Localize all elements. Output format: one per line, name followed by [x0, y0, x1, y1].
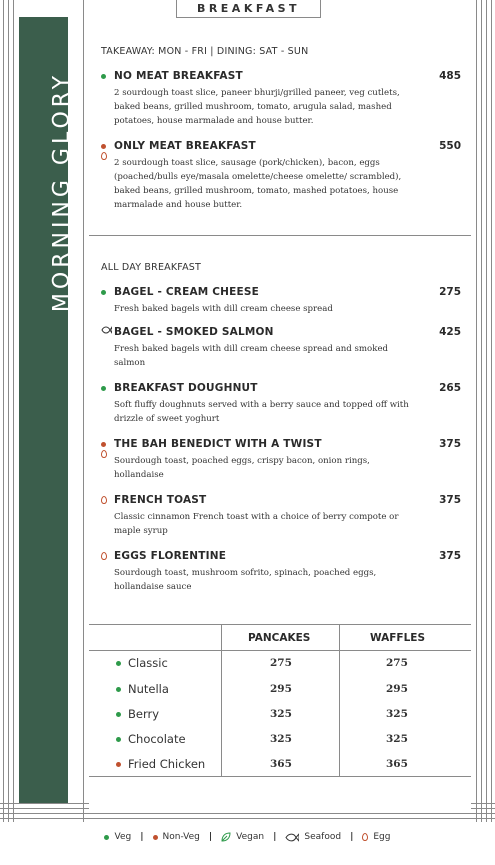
sidebar-band	[19, 17, 75, 803]
veg-icon	[116, 661, 121, 666]
item-price: 425	[439, 326, 461, 338]
nonveg-icon	[116, 762, 121, 767]
row-label: Berry	[128, 707, 160, 721]
veg-icon	[116, 737, 121, 742]
table-bottom-rule	[89, 776, 471, 777]
item-name: FRENCH TOAST	[114, 494, 207, 506]
divider	[89, 235, 471, 236]
sidebar-title: MORNING GLORY	[49, 71, 75, 313]
item-name: BREAKFAST DOUGHNUT	[114, 382, 258, 394]
item-price: 375	[439, 494, 461, 506]
item-desc: Sourdough toast, poached eggs, crispy bacon, onion rings, hollandaise	[114, 456, 370, 480]
pancake-price: 325	[270, 708, 292, 720]
seafood-icon	[101, 326, 111, 337]
item-desc: Classic cinnamon French toast with a choice of berry compote or maple syrup	[114, 512, 399, 536]
veg-icon	[101, 72, 111, 82]
egg-icon	[101, 152, 107, 160]
egg-icon	[362, 833, 368, 841]
leaf-icon	[221, 832, 231, 842]
veg-icon	[116, 712, 121, 717]
item-price: 375	[439, 438, 461, 450]
egg-icon	[101, 450, 107, 458]
item-desc: 2 sourdough toast slice, sausage (pork/chicken), bacon, eggs (poached/bulls eye/masala omelette/cheese omelette/ scrambled), baked beans, grilled mushroom, tomato, mashed potatoes, house marmalade and house butter.	[114, 158, 402, 210]
item-price: 485	[439, 70, 461, 82]
item-name: BAGEL - SMOKED SALMON	[114, 326, 274, 338]
pancake-price: 275	[270, 657, 292, 669]
item-price: 550	[439, 140, 461, 152]
item-name: NO MEAT BREAKFAST	[114, 70, 243, 82]
all-day-heading: ALL DAY BREAKFAST	[101, 262, 202, 273]
waffle-price: 325	[386, 708, 408, 720]
legend-veg: Veg	[104, 832, 131, 842]
veg-icon	[101, 384, 111, 394]
item-price: 275	[439, 286, 461, 298]
veg-icon	[104, 835, 109, 840]
waffle-price: 295	[386, 683, 408, 695]
row-label: Classic	[128, 656, 168, 670]
legend: Veg | Non-Veg | Vegan | Seafood | Egg	[0, 832, 495, 842]
row-label: Nutella	[128, 682, 169, 696]
pancake-price: 325	[270, 733, 292, 745]
item-desc: Fresh baked bagels with dill cream cheese spread and smoked salmon	[114, 344, 389, 368]
item-name: BAGEL - CREAM CHEESE	[114, 286, 260, 298]
table-top-rule	[89, 624, 471, 625]
item-price: 375	[439, 550, 461, 562]
table-col-rule	[221, 624, 222, 776]
row-label: Fried Chicken	[128, 757, 206, 771]
veg-icon	[101, 288, 111, 298]
col-header-pancakes: PANCAKES	[248, 632, 311, 644]
col-header-waffles: WAFFLES	[370, 632, 426, 644]
header-tab	[176, 0, 321, 18]
waffle-price: 275	[386, 657, 408, 669]
table-col-rule	[339, 624, 340, 776]
takeaway-note: TAKEAWAY: MON - FRI | DINING: SAT - SUN	[101, 46, 309, 57]
nonveg-icon	[101, 440, 111, 461]
row-label: Chocolate	[128, 732, 186, 746]
item-desc: Soft fluffy doughnuts served with a berry sauce and topped off with drizzle of sweet yoghurt	[114, 400, 409, 424]
fish-icon	[285, 833, 299, 842]
item-name: EGGS FLORENTINE	[114, 550, 227, 562]
item-desc: Fresh baked bagels with dill cream cheese spread	[114, 304, 333, 314]
legend-nonveg: Non-Veg	[153, 832, 200, 842]
waffle-price: 325	[386, 733, 408, 745]
item-desc: Sourdough toast, mushroom sofrito, spinach, poached eggs, hollandaise sauce	[114, 568, 377, 592]
legend-seafood: Seafood	[285, 832, 341, 842]
pancake-price: 365	[270, 758, 292, 770]
page-title: BREAKFAST	[196, 2, 301, 15]
egg-icon	[101, 496, 111, 507]
item-price: 265	[439, 382, 461, 394]
item-name: THE BAH BENEDICT WITH A TWIST	[114, 438, 322, 450]
legend-vegan: Vegan	[221, 832, 264, 842]
nonveg-icon	[101, 142, 111, 163]
table-header-rule	[89, 650, 471, 651]
egg-icon	[101, 552, 111, 563]
veg-icon	[116, 687, 121, 692]
nonveg-icon	[153, 835, 158, 840]
item-name: ONLY MEAT BREAKFAST	[114, 140, 256, 152]
waffle-price: 365	[386, 758, 408, 770]
pancake-price: 295	[270, 683, 292, 695]
item-desc: 2 sourdough toast slice, paneer bhurji/grilled paneer, veg cutlets, baked beans, grilled mushroom, tomato, arugula salad, mashed potatoes, house marmalade and house butter.	[114, 88, 400, 126]
legend-egg: Egg	[362, 832, 390, 842]
